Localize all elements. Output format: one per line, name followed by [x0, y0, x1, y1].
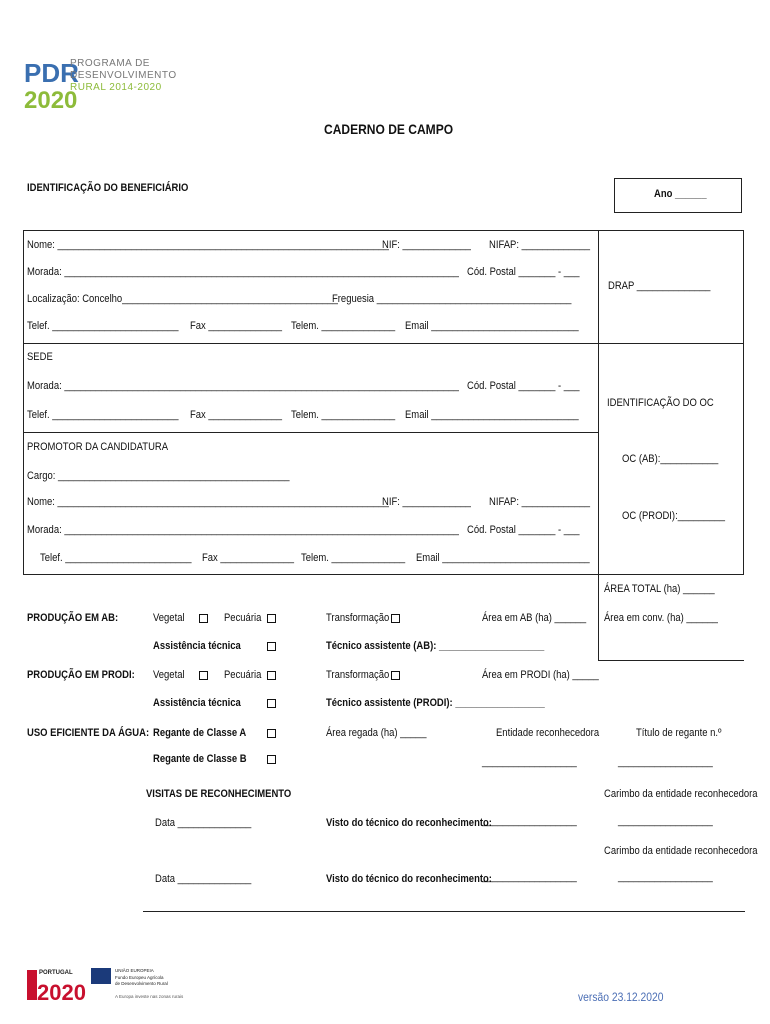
cod-postal-field[interactable]: Cód. Postal _______ - ___ — [467, 266, 580, 278]
titulo-label: Título de regante n.º — [636, 727, 722, 739]
titulo-field[interactable]: __________________ — [618, 756, 713, 768]
sede-email-field[interactable]: Email ____________________________ — [405, 409, 579, 421]
section-title-beneficiario: IDENTIFICAÇÃO DO BENEFICIÁRIO — [27, 182, 189, 194]
email-field[interactable]: Email ____________________________ — [405, 320, 579, 332]
pecuaria-label-prodi: Pecuária — [224, 669, 262, 681]
assistencia-ab-checkbox[interactable] — [267, 642, 276, 651]
tecnico-ab-field[interactable]: Técnico assistente (AB): ____________________ — [326, 640, 545, 652]
carimbo-label-1: Carimbo da entidade reconhecedora — [604, 788, 758, 800]
fax-field[interactable]: Fax ______________ — [190, 320, 283, 332]
area-conv-field[interactable]: Área em conv. (ha) ______ — [604, 612, 718, 624]
promotor-nome-field[interactable]: Nome: _______________________________________________________________ — [27, 496, 389, 508]
cargo-field[interactable]: Cargo: ____________________________________________ — [27, 470, 290, 482]
promotor-telem-field[interactable]: Telem. ______________ — [301, 552, 406, 564]
sede-telef-field[interactable]: Telef. ________________________ — [27, 409, 179, 421]
sede-telem-field[interactable]: Telem. ______________ — [291, 409, 396, 421]
vegetal-prodi-checkbox[interactable] — [199, 671, 208, 680]
logo-mark-pdr: PDR — [24, 58, 79, 88]
vegetal-ab-checkbox[interactable] — [199, 614, 208, 623]
promotor-email-field[interactable]: Email ____________________________ — [416, 552, 590, 564]
producao-ab-label: PRODUÇÃO EM AB: — [27, 612, 119, 624]
sede-cod-postal-field[interactable]: Cód. Postal _______ - ___ — [467, 380, 580, 392]
data-field-2[interactable]: Data ______________ — [155, 873, 252, 885]
sede-fax-field[interactable]: Fax ______________ — [190, 409, 283, 421]
promotor-fax-field[interactable]: Fax ______________ — [202, 552, 295, 564]
freguesia-field[interactable]: Freguesia _____________________________________ — [332, 293, 572, 305]
svg-text:Fundo Europeu Agrícola: Fundo Europeu Agrícola — [115, 975, 164, 980]
visto-field-2[interactable]: __________________ — [482, 871, 577, 883]
vegetal-label-prodi: Vegetal — [153, 669, 185, 681]
area-regada-field[interactable]: Área regada (ha) _____ — [326, 727, 427, 739]
portugal-flag-mark — [27, 970, 37, 1000]
visto-label-2: Visto do técnico do reconhecimento: — [326, 873, 492, 885]
morada-field[interactable]: Morada: ___________________________________________________________________________ — [27, 266, 459, 278]
telem-field[interactable]: Telem. ______________ — [291, 320, 396, 332]
localizacao-field[interactable]: Localização: Concelho_________________________________________ — [27, 293, 338, 305]
assistencia-prodi-checkbox[interactable] — [267, 699, 276, 708]
ano-field[interactable]: Ano ______ — [654, 188, 707, 200]
promotor-nifap-field[interactable]: NIFAP: _____________ — [489, 496, 590, 508]
producao-prodi-label: PRODUÇÃO EM PRODI: — [27, 669, 135, 681]
assistencia-prodi-label: Assistência técnica — [153, 697, 241, 709]
promotor-nif-field[interactable]: NIF: _____________ — [382, 496, 471, 508]
page-title: CADERNO DE CAMPO — [324, 121, 454, 137]
area-prodi-field[interactable]: Área em PRODI (ha) _____ — [482, 669, 599, 681]
visto-field-1[interactable]: __________________ — [482, 815, 577, 827]
svg-text:UNIÃO EUROPEIA: UNIÃO EUROPEIA — [115, 968, 154, 973]
logo-mark-2020: 2020 — [24, 87, 78, 114]
data-field-1[interactable]: Data ______________ — [155, 817, 252, 829]
uso-agua-label: USO EFICIENTE DA ÁGUA: — [27, 727, 150, 739]
svg-text:A Europa investe nas zonas rur: A Europa investe nas zonas rurais — [115, 994, 184, 999]
visitas-title: VISITAS DE RECONHECIMENTO — [146, 788, 292, 800]
pecuaria-label-ab: Pecuária — [224, 612, 262, 624]
oc-prodi-field[interactable]: OC (PRODI):_________ — [622, 510, 726, 522]
telef-field[interactable]: Telef. ________________________ — [27, 320, 179, 332]
nifap-field[interactable]: NIFAP: _____________ — [489, 239, 590, 251]
carimbo-field-1[interactable]: __________________ — [618, 815, 713, 827]
area-ab-field[interactable]: Área em AB (ha) ______ — [482, 612, 587, 624]
carimbo-label-2: Carimbo da entidade reconhecedora — [604, 845, 758, 857]
transformacao-ab-checkbox[interactable] — [391, 614, 400, 623]
identificacao-oc-label: IDENTIFICAÇÃO DO OC — [607, 397, 714, 409]
regante-a-label: Regante de Classe A — [153, 727, 247, 739]
transformacao-label-prodi: Transformação — [326, 669, 390, 681]
drap-field[interactable]: DRAP ______________ — [608, 280, 711, 292]
vegetal-label-ab: Vegetal — [153, 612, 185, 624]
visto-label-1: Visto do técnico do reconhecimento: — [326, 817, 492, 829]
transformacao-label-ab: Transformação — [326, 612, 390, 624]
area-total-field[interactable]: ÁREA TOTAL (ha) ______ — [604, 583, 715, 595]
oc-ab-field[interactable]: OC (AB):___________ — [622, 453, 719, 465]
promotor-morada-field[interactable]: Morada: ___________________________________________________________________________ — [27, 524, 459, 536]
assistencia-ab-label: Assistência técnica — [153, 640, 241, 652]
promotor-telef-field[interactable]: Telef. ________________________ — [40, 552, 192, 564]
logo-2020-text: 2020 — [37, 980, 86, 1005]
portugal-label: PORTUGAL — [39, 970, 73, 976]
regante-a-checkbox[interactable] — [267, 729, 276, 738]
svg-text:de Desenvolvimento Rural: de Desenvolvimento Rural — [115, 981, 168, 986]
transformacao-prodi-checkbox[interactable] — [391, 671, 400, 680]
entidade-label: Entidade reconhecedora — [496, 727, 600, 739]
footer-logos — [25, 962, 184, 1008]
sede-morada-field[interactable]: Morada: ___________________________________________________________________________ — [27, 380, 459, 392]
pecuaria-ab-checkbox[interactable] — [267, 614, 276, 623]
entidade-field[interactable]: __________________ — [482, 756, 577, 768]
nome-field[interactable]: Nome: _______________________________________________________________ — [27, 239, 389, 251]
promotor-title: PROMOTOR DA CANDIDATURA — [27, 441, 169, 453]
pecuaria-prodi-checkbox[interactable] — [267, 671, 276, 680]
promotor-cod-postal-field[interactable]: Cód. Postal _______ - ___ — [467, 524, 580, 536]
version-label: versão 23.12.2020 — [578, 990, 664, 1004]
regante-b-label: Regante de Classe B — [153, 753, 247, 765]
nif-field[interactable]: NIF: _____________ — [382, 239, 471, 251]
tecnico-prodi-field[interactable]: Técnico assistente (PRODI): _________________ — [326, 697, 545, 709]
eu-flag-icon — [91, 968, 111, 984]
regante-b-checkbox[interactable] — [267, 755, 276, 764]
carimbo-field-2[interactable]: __________________ — [618, 871, 713, 883]
sede-title: SEDE — [27, 351, 53, 363]
logo-text: PROGRAMA DE DESENVOLVIMENTO RURAL 2014-2020 — [70, 58, 177, 93]
